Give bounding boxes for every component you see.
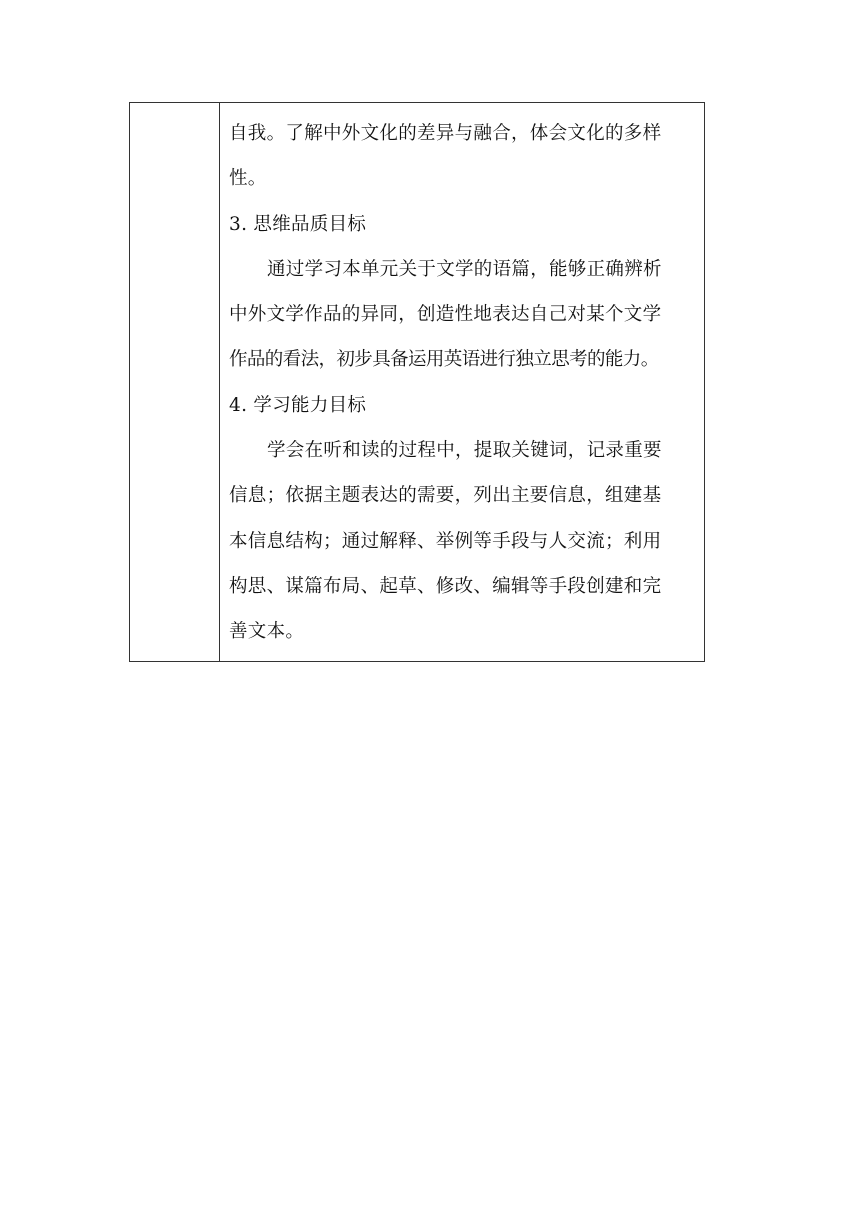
cell-content <box>220 103 704 661</box>
section-heading-learning-ability: 4. 学习能力目标 <box>229 394 367 416</box>
text-line: 作品的看法，初步具备运用英语进行独立思考的能力。 <box>229 349 659 371</box>
left-cell <box>130 103 220 662</box>
text-line: 通过学习本单元关于文学的语篇，能够正确辨析 <box>267 258 662 280</box>
text-line: 自我。了解中外文化的差异与融合，体会文化的多样 <box>229 123 662 144</box>
objectives-table <box>129 102 705 662</box>
text-line: 学会在听和读的过程中，提取关键词，记录重要 <box>267 440 662 462</box>
text-line: 善文本。 <box>229 621 305 643</box>
table-row <box>130 103 705 662</box>
text-line: 中外文学作品的异同，创造性地表达自己对某个文学 <box>229 304 662 326</box>
text-line: 信息；依据主题表达的需要，列出主要信息，组建基 <box>229 485 662 507</box>
section-heading-thinking-quality: 3. 思维品质目标 <box>229 213 367 235</box>
text-line: 性。 <box>229 168 267 190</box>
right-cell <box>220 103 705 662</box>
text-line: 构思、谋篇布局、起草、修改、编辑等手段创建和完 <box>229 575 662 597</box>
text-line: 本信息结构；通过解释、举例等手段与人交流；利用 <box>229 530 662 552</box>
